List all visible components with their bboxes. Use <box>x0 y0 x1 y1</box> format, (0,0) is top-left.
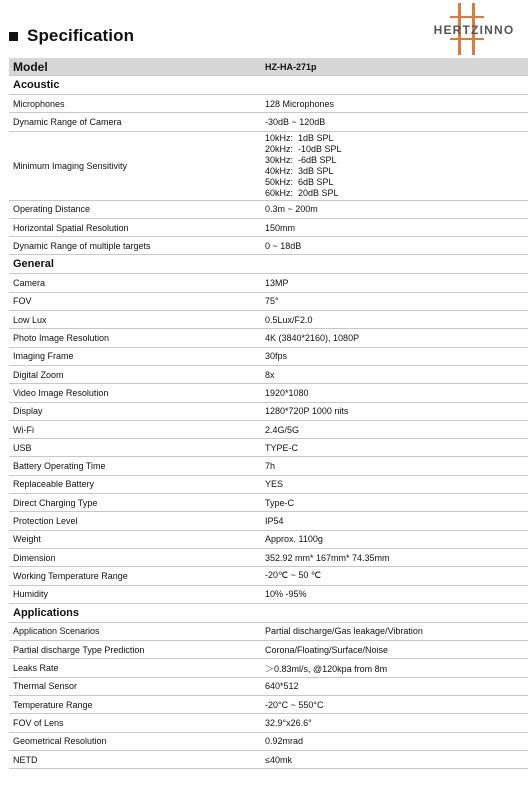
spec-value: Corona/Floating/Surface/Noise <box>261 641 528 659</box>
spec-label: Weight <box>9 530 261 548</box>
spec-value: 2.4G/5G <box>261 420 528 438</box>
spec-value: 1920*1080 <box>261 384 528 402</box>
spec-row <box>9 200 528 218</box>
spec-row <box>9 274 528 292</box>
spec-label: Dimension <box>9 548 261 566</box>
section-empty-cell <box>261 603 528 622</box>
spec-row <box>9 622 528 640</box>
section-empty-cell <box>261 76 528 95</box>
spec-value: 0.5Lux/F2.0 <box>261 311 528 329</box>
spec-row <box>9 641 528 659</box>
spec-label: Thermal Sensor <box>9 677 261 695</box>
spec-value: -30dB ~ 120dB <box>261 113 528 131</box>
spec-label: Geometrical Resolution <box>9 732 261 750</box>
spec-value: 13MP <box>261 274 528 292</box>
spec-value: 7h <box>261 457 528 475</box>
spec-row <box>9 365 528 383</box>
spec-value: 1280*720P 1000 nits <box>261 402 528 420</box>
spec-value: 640*512 <box>261 677 528 695</box>
section-header-row <box>9 603 528 622</box>
spec-value: Type-C <box>261 494 528 512</box>
spec-row <box>9 512 528 530</box>
spec-row <box>9 475 528 493</box>
spec-table <box>9 58 528 769</box>
spec-value <box>261 131 528 200</box>
spec-row <box>9 677 528 695</box>
spec-value: 10% -95% <box>261 585 528 603</box>
spec-row <box>9 567 528 585</box>
spec-label: Microphones <box>9 95 261 113</box>
spec-value: 30fps <box>261 347 528 365</box>
section-empty-cell <box>261 255 528 274</box>
spec-value: 8x <box>261 365 528 383</box>
spec-label: Replaceable Battery <box>9 475 261 493</box>
spec-value-line: 20kHz: -10dB SPL <box>265 143 342 154</box>
spec-row <box>9 585 528 603</box>
spec-value: IP54 <box>261 512 528 530</box>
spec-label: Battery Operating Time <box>9 457 261 475</box>
spec-label: Digital Zoom <box>9 365 261 383</box>
spec-value-line: 50kHz: 6dB SPL <box>265 176 334 187</box>
spec-row <box>9 218 528 236</box>
spec-label: Direct Charging Type <box>9 494 261 512</box>
spec-row <box>9 113 528 131</box>
spec-value: -20°C ~ 550°C <box>261 696 528 714</box>
spec-label: Wi-Fi <box>9 420 261 438</box>
spec-row <box>9 494 528 512</box>
spec-value: 128 Microphones <box>261 95 528 113</box>
spec-row <box>9 292 528 310</box>
spec-label: Low Lux <box>9 311 261 329</box>
spec-row <box>9 732 528 750</box>
spec-row <box>9 420 528 438</box>
spec-value: 352.92 mm* 167mm* 74.35mm <box>261 548 528 566</box>
spec-value: TYPE-C <box>261 439 528 457</box>
section-title: Applications <box>9 603 261 622</box>
spec-label: Working Temperature Range <box>9 567 261 585</box>
logo-wordmark: HERTZINNO <box>433 23 515 37</box>
spec-row <box>9 95 528 113</box>
spec-value: 75° <box>261 292 528 310</box>
spec-value: 0 ~ 18dB <box>261 237 528 255</box>
section-header-row <box>9 76 528 95</box>
spec-row <box>9 311 528 329</box>
spec-value: ＞0.83ml/s, @120kpa from 8m <box>261 659 528 677</box>
spec-row <box>9 750 528 768</box>
spec-label: Partial discharge Type Prediction <box>9 641 261 659</box>
spec-value: 32.9°x26.6° <box>261 714 528 732</box>
spec-row <box>9 714 528 732</box>
spec-value: ≤40mk <box>261 750 528 768</box>
model-label: Model <box>9 58 261 76</box>
spec-row <box>9 402 528 420</box>
spec-value: Partial discharge/Gas leakage/Vibration <box>261 622 528 640</box>
spec-label: USB <box>9 439 261 457</box>
spec-row <box>9 131 528 200</box>
spec-value: YES <box>261 475 528 493</box>
spec-label: Minimum Imaging Sensitivity <box>9 131 261 200</box>
spec-label: Camera <box>9 274 261 292</box>
spec-label: FOV <box>9 292 261 310</box>
spec-label: Application Scenarios <box>9 622 261 640</box>
spec-label: Protection Level <box>9 512 261 530</box>
spec-value: 0.92mrad <box>261 732 528 750</box>
spec-label: Horizontal Spatial Resolution <box>9 218 261 236</box>
spec-value: 150mm <box>261 218 528 236</box>
spec-row <box>9 237 528 255</box>
spec-label: Operating Distance <box>9 200 261 218</box>
model-value: HZ-HA-271p <box>261 58 528 76</box>
spec-label: Dynamic Range of multiple targets <box>9 237 261 255</box>
spec-value-line: 60kHz: 20dB SPL <box>265 187 339 198</box>
page-header <box>0 0 528 58</box>
spec-label: Display <box>9 402 261 420</box>
spec-row <box>9 659 528 677</box>
spec-row <box>9 548 528 566</box>
spec-label: Humidity <box>9 585 261 603</box>
page-title: Specification <box>27 26 135 45</box>
spec-label: Dynamic Range of Camera <box>9 113 261 131</box>
spec-label: Temperature Range <box>9 696 261 714</box>
spec-label: NETD <box>9 750 261 768</box>
spec-label: Leaks Rate <box>9 659 261 677</box>
spec-value-line: 40kHz: 3dB SPL <box>265 165 334 176</box>
section-title: General <box>9 255 261 274</box>
spec-label: Imaging Frame <box>9 347 261 365</box>
spec-label: FOV of Lens <box>9 714 261 732</box>
spec-label: Video Image Resolution <box>9 384 261 402</box>
spec-value: Approx. 1100g <box>261 530 528 548</box>
spec-value: 4K (3840*2160), 1080P <box>261 329 528 347</box>
spec-row <box>9 347 528 365</box>
model-row <box>9 58 528 76</box>
company-logo <box>428 3 520 55</box>
spec-row <box>9 696 528 714</box>
section-header-row <box>9 255 528 274</box>
section-title: Acoustic <box>9 76 261 95</box>
spec-row <box>9 439 528 457</box>
spec-value: -20℃ ~ 50 ℃ <box>261 567 528 585</box>
spec-row <box>9 329 528 347</box>
spec-row <box>9 457 528 475</box>
spec-row <box>9 384 528 402</box>
spec-value-line: 30kHz: -6dB SPL <box>265 154 337 165</box>
spec-value: 0.3m ~ 200m <box>261 200 528 218</box>
spec-row <box>9 530 528 548</box>
spec-label: Photo Image Resolution <box>9 329 261 347</box>
title-wrap <box>9 26 134 46</box>
square-bullet-icon <box>9 32 18 41</box>
spec-value-line: 10kHz: 1dB SPL <box>265 132 334 143</box>
